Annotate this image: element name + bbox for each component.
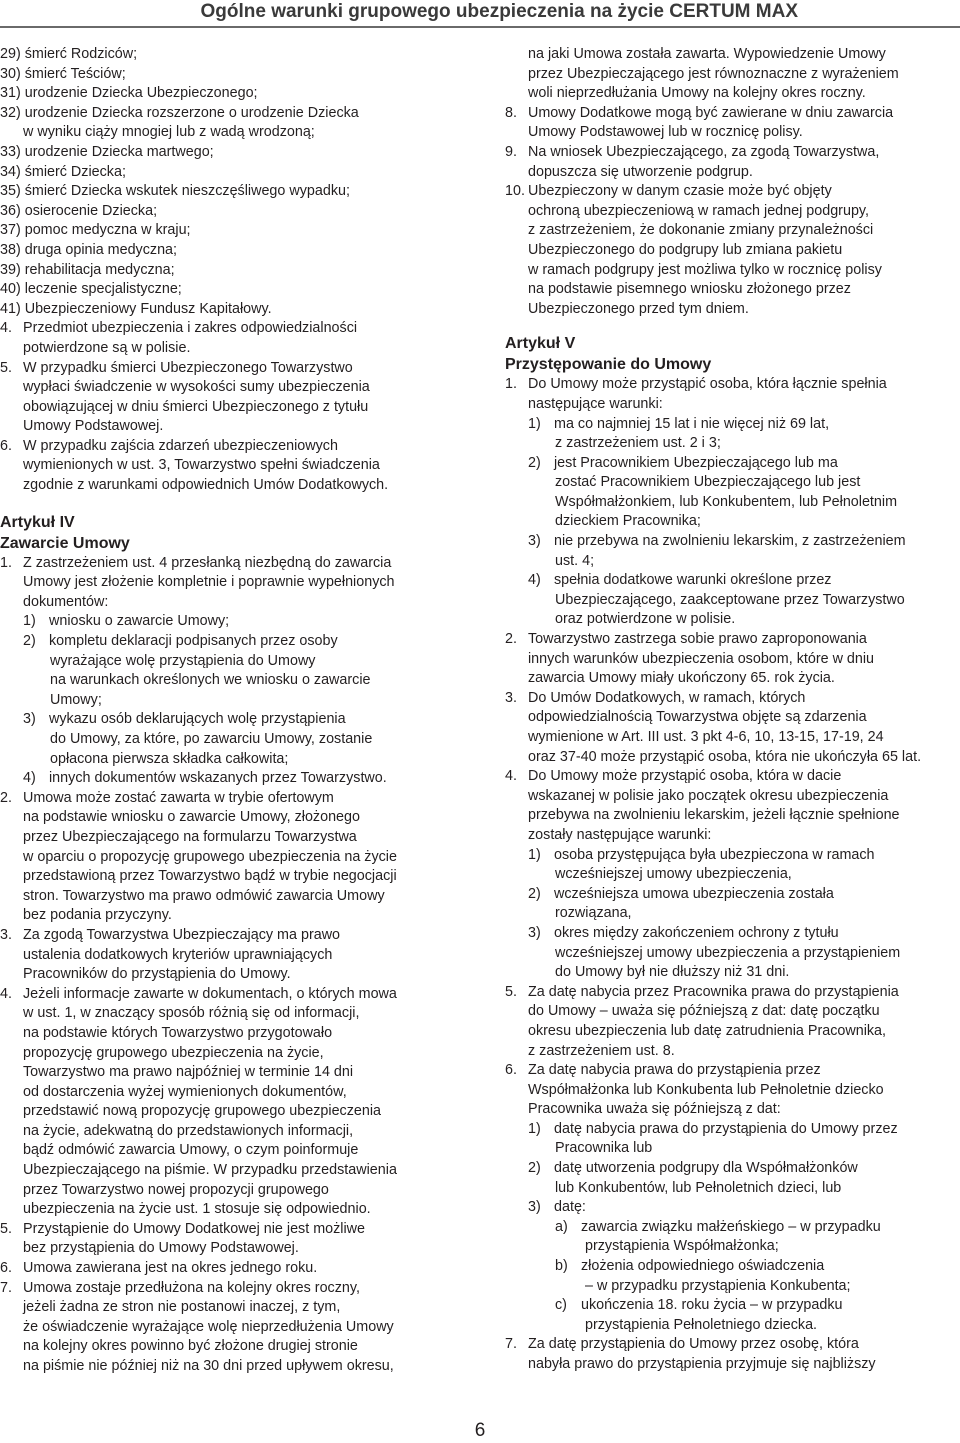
paragraph-line: zgodnie z warunkami odpowiednich Umów Dodatkowych.: [23, 477, 389, 494]
paragraph-line: Umowy jest złożenie kompletnie i poprawnie wypełnionych: [23, 574, 395, 591]
paragraph-line: potwierdzone są w polisie.: [23, 339, 191, 356]
item-text: nie przebywa na zwolnieniu lekarskim, z zastrzeżeniem: [554, 533, 906, 550]
sub-item-line: Współmałżonkiem, lub Konkubentem, lub Pełnoletnim: [555, 493, 898, 510]
paragraph-line: oraz 37-40 może przystąpić osoba, która nie ukończyła 65 lat.: [528, 748, 922, 765]
item-text: złożenia odpowiedniego oświadczenia: [581, 1258, 825, 1275]
item-number: 3): [528, 924, 541, 941]
item-text: Za datę nabycia prawa do przystąpienia przez: [528, 1062, 821, 1079]
paragraph: [0, 789, 455, 809]
item-text: Przedmiot ubezpieczenia i zakres odpowiedzialności: [23, 320, 358, 337]
item-text: Przystąpienie do Umowy Dodatkowej nie jest możliwe: [23, 1220, 366, 1237]
paragraph: [505, 143, 960, 163]
item-text: wcześniejsza umowa ubezpieczenia została: [554, 885, 834, 902]
paragraph: [0, 1220, 455, 1240]
paragraph: [0, 437, 455, 457]
item-text: W przypadku zajścia zdarzeń ubezpieczeniowych: [23, 437, 338, 454]
item-number: 2): [528, 1160, 541, 1177]
paragraph-line: bądź odmówić zawarcia Umowy, o czym poinformuje: [23, 1142, 359, 1159]
paragraph-line: Towarzystwo ma prawo najpóźniej w terminie 14 dni: [23, 1064, 354, 1081]
paragraph: [0, 926, 455, 946]
sub-item-line: z zastrzeżeniem ust. 2 i 3;: [555, 435, 721, 452]
item-number: 1): [528, 1120, 541, 1137]
list-item: 29) śmierć Rodziców;: [0, 46, 138, 62]
spacer: [505, 319, 960, 333]
paragraph: [505, 983, 960, 1003]
item-number: 3.: [505, 689, 517, 706]
item-text: Do Umów Dodatkowych, w ramach, których: [528, 689, 806, 706]
item-text: Towarzystwo zastrzega sobie prawo zaproponowania: [528, 631, 867, 648]
paragraph: [0, 1259, 455, 1279]
sub-item: [505, 1198, 960, 1218]
item-text: ukończenia 18. roku życia – w przypadku: [581, 1297, 843, 1314]
item-number: 3): [528, 533, 541, 550]
paragraph-line: Ubezpieczonego do podgrupy lub zmiana pakietu: [528, 241, 843, 258]
item-text: kompletu deklaracji podpisanych przez osoby: [49, 633, 338, 650]
sub-item: [0, 612, 455, 632]
sub-item: [505, 1120, 960, 1140]
paragraph-line: z zastrzeżeniem, że dokonanie zmiany przynależności: [528, 222, 874, 239]
sub-item: [0, 769, 455, 789]
list-item: 38) druga opinia medyczna;: [0, 241, 178, 258]
item-number: 3): [528, 1199, 541, 1216]
sub-item-line: Pracownika lub: [555, 1140, 653, 1157]
item-number: 1): [528, 846, 541, 863]
item-text: wykazu osób deklarujących wolę przystąpienia: [49, 711, 346, 728]
paragraph: [0, 1279, 455, 1299]
paragraph-line: przez Towarzystwo nowej propozycji grupowego: [23, 1181, 329, 1198]
paragraph-line: z zastrzeżeniem ust. 8.: [528, 1042, 675, 1059]
item-number: 5.: [0, 359, 12, 376]
paragraph-line: na kolejny okres powinno być złożone drugiej stronie: [23, 1338, 358, 1355]
paragraph: [0, 319, 455, 339]
item-number: 4.: [505, 768, 517, 785]
sub-item-line: na warunkach określonych we wniosku o zawarcie: [50, 672, 371, 689]
sub-item: [0, 632, 455, 652]
paragraph-line: przedstawioną przez Towarzystwo bądź w trybie negocjacji: [23, 868, 397, 885]
item-number: 1.: [0, 554, 12, 571]
paragraph-line: innych warunków ubezpieczenia osobom, które w dniu: [528, 650, 875, 667]
list-item: 33) urodzenie Dziecka martwego;: [0, 143, 214, 160]
item-number: 6.: [505, 1062, 517, 1079]
item-text: spełnia dodatkowe warunki określone przez: [554, 572, 832, 589]
paragraph-line: Umowy Podstawowej.: [23, 418, 164, 435]
paragraph-line: wymienionych w ust. 3, Towarzystwo spełni świadczenia: [23, 457, 380, 474]
sub-sub-item: [505, 1218, 960, 1238]
paragraph-line: Ubezpieczonego przed tym dniem.: [528, 300, 749, 317]
sub-item: [505, 924, 960, 944]
paragraph-line: do Umowy – uważa się późniejszą z dat: datę początku: [528, 1003, 880, 1020]
item-text: Do Umowy może przystąpić osoba, która w dacie: [528, 768, 842, 785]
paragraph: [505, 1061, 960, 1081]
list-item: 40) leczenie specjalistyczne;: [0, 281, 182, 298]
item-number: 4.: [0, 985, 12, 1002]
list-item: 34) śmierć Dziecka;: [0, 163, 126, 180]
item-text: okres między zakończeniem ochrony z tytułu: [554, 924, 839, 941]
item-text: Umowa zawierana jest na okres jednego roku.: [23, 1260, 318, 1277]
item-text: Z zastrzeżeniem ust. 4 przesłanką niezbędną do zawarcia: [23, 554, 392, 571]
item-text: Do Umowy może przystąpić osoba, która łącznie spełnia: [528, 376, 887, 393]
list-item: 41) Ubezpieczeniowy Fundusz Kapitałowy.: [0, 300, 272, 317]
paragraph-line: dokumentów:: [23, 593, 109, 610]
item-number: 6.: [0, 437, 12, 454]
paragraph-line: odpowiedzialnością Towarzystwa objęte są zdarzenia: [528, 709, 867, 726]
sub-item-line: oraz potwierdzone w polisie.: [555, 611, 736, 628]
paragraph: [505, 767, 960, 787]
paragraph-line: okresu ubezpieczenia lub datę zatrudnienia Pracownika,: [528, 1022, 887, 1039]
item-number: 2.: [505, 631, 517, 648]
sub-item: [505, 571, 960, 591]
paragraph: [505, 375, 960, 395]
sub-item: [0, 710, 455, 730]
item-number: 2): [23, 633, 36, 650]
item-number: 1): [23, 613, 36, 630]
item-number: b): [555, 1258, 568, 1275]
paragraph-line: na podstawie wniosku o zawarcie Umowy, złożonego: [23, 809, 360, 826]
paragraph-line: Ubezpieczającego na piśmie. W przypadku przedstawienia: [23, 1162, 397, 1179]
paragraph-line: zostały następujące warunki:: [528, 826, 712, 843]
list-item: 36) osierocenie Dziecka;: [0, 202, 158, 219]
item-text: datę nabycia prawa do przystąpienia do Umowy przez: [554, 1120, 898, 1137]
paragraph-line: nabyła prawo do przystąpienia przyjmuje się najbliższy: [528, 1356, 876, 1372]
paragraph-line: na podstawie pisemnego wniosku złożonego przez: [528, 281, 851, 298]
item-number: 9.: [505, 143, 517, 160]
paragraph: [0, 985, 455, 1005]
sub-item: [505, 885, 960, 905]
paragraph-line: w ust. 1, w znaczący sposób różnią się od informacji,: [23, 1005, 360, 1022]
paragraph-line: Pracownika uważa się późniejszą z dat:: [528, 1101, 781, 1118]
paragraph-line: Umowy Podstawowej lub w rocznicę polisy.: [528, 124, 803, 141]
item-number: 6.: [0, 1260, 12, 1277]
item-text: Jeżeli informacje zawarte w dokumentach, o których mowa: [23, 985, 397, 1002]
item-text: zawarcia związku małżeńskiego – w przypadku: [581, 1218, 881, 1235]
item-number: c): [555, 1297, 567, 1314]
sub-item-line: lub Konkubentów, lub Pełnoletnich dzieci, lub: [555, 1179, 842, 1196]
item-text: Umowa zostaje przedłużona na kolejny okres roczny,: [23, 1279, 360, 1296]
item-text: datę utworzenia podgrupy dla Współmałżonków: [554, 1160, 858, 1177]
sub-item: [505, 532, 960, 552]
list-item: 37) pomoc medyczna w kraju;: [0, 222, 191, 239]
sub-item-line: do Umowy, za które, po zawarciu Umowy, zostanie: [50, 731, 373, 747]
paragraph-line: przez Ubezpieczającego jest równoznaczne z wyrażeniem: [528, 65, 899, 82]
paragraph-line: Pracowników do przystąpienia do Umowy.: [23, 966, 291, 983]
paragraph-line: Współmałżonka lub Konkubenta lub Pełnoletnie dziecko: [528, 1081, 884, 1098]
item-number: 10.: [505, 183, 525, 200]
item-number: 4.: [0, 320, 12, 337]
article-title: Zawarcie Umowy: [0, 534, 130, 552]
paragraph-line: na życie, adekwatną do przedstawionych informacji,: [23, 1122, 354, 1139]
sub-item-line: opłacona pierwsza składka całkowita;: [50, 750, 289, 767]
item-number: 7.: [505, 1336, 517, 1353]
paragraph-line: w ramach podgrupy jest możliwa tylko w rocznicę polisy: [528, 261, 882, 278]
article-title: Przystępowanie do Umowy: [505, 356, 712, 374]
article-number: Artykuł IV: [0, 513, 75, 531]
item-text: Ubezpieczony w danym czasie może być objęty: [528, 183, 832, 200]
paragraph-line: woli nieprzedłużania Umowy na kolejny okres roczny.: [528, 85, 866, 102]
paragraph-line: następujące warunki:: [528, 395, 663, 412]
sub-item-line: Umowy;: [50, 691, 102, 708]
paragraph-line: na jaki Umowa została zawarta. Wypowiedzenie Umowy: [528, 46, 886, 62]
sub-sub-item-line: przystąpienia Pełnoletniego dziecka.: [585, 1316, 818, 1333]
paragraph-line: w oparciu o propozycję grupowego ubezpieczenia na życie: [23, 848, 397, 865]
sub-item-line: ust. 4;: [555, 552, 595, 569]
item-number: 2): [528, 454, 541, 471]
item-text: innych dokumentów wskazanych przez Towarzystwo.: [49, 770, 387, 787]
item-text: jest Pracownikiem Ubezpieczającego lub ma: [554, 454, 838, 471]
paragraph: [505, 630, 960, 650]
paragraph-line: na piśmie nie później niż na 30 dni przed upływem okresu,: [23, 1358, 394, 1374]
paragraph-line: przez Ubezpieczającego na formularzu Towarzystwa: [23, 828, 357, 845]
sub-sub-item-line: – w przypadku przystąpienia Konkubenta;: [585, 1277, 851, 1294]
sub-item: [505, 846, 960, 866]
paragraph-line: wskazanej w polisie jako początek okresu ubezpieczenia: [528, 787, 889, 804]
item-text: wniosku o zawarcie Umowy;: [49, 613, 230, 630]
item-number: 7.: [0, 1279, 12, 1296]
sub-item-line: wyrażające wolę przystąpienia do Umowy: [50, 652, 316, 669]
left-column: [0, 45, 455, 1377]
paragraph: [505, 104, 960, 124]
document-title: Ogólne warunki grupowego ubezpieczenia na życie CERTUM MAX: [200, 1, 798, 22]
paragraph-line: bez podania przyczyny.: [23, 907, 172, 924]
sub-sub-item: [505, 1257, 960, 1277]
paragraph-line: przebywa na zwolnieniu lekarskim, jeżeli łącznie spełnione: [528, 807, 900, 824]
list-item: 30) śmierć Teściów;: [0, 65, 126, 82]
sub-item-line: do Umowy był nie dłuższy niż 31 dni.: [555, 964, 790, 981]
item-number: 5.: [505, 983, 517, 1000]
header-rule: [0, 26, 960, 28]
page-number: 6: [474, 1420, 486, 1441]
item-text: datę:: [554, 1199, 586, 1216]
item-number: 4): [528, 572, 541, 589]
page-header: [0, 0, 960, 26]
paragraph-line: ubezpieczenia na życie ust. 1 stosuje się odpowiednio.: [23, 1201, 371, 1218]
sub-item-line: Ubezpieczającego, zaakceptowane przez Towarzystwo: [555, 591, 905, 608]
item-number: 1): [528, 415, 541, 432]
sub-item-line: zostać Pracownikiem Ubezpieczającego lub jest: [555, 474, 861, 491]
sub-item-line: wcześniejszej umowy ubezpieczenia,: [555, 866, 792, 883]
spacer: [0, 496, 455, 512]
item-text: Na wniosek Ubezpieczającego, za zgodą Towarzystwa,: [528, 143, 880, 160]
item-number: 2): [528, 885, 541, 902]
item-number: 3.: [0, 926, 12, 943]
paragraph-line: ustalenia dodatkowych kryteriów uprawniających: [23, 946, 333, 963]
item-text: W przypadku śmierci Ubezpieczonego Towarzystwo: [23, 359, 353, 376]
sub-item: [505, 415, 960, 435]
sub-sub-item: [505, 1296, 960, 1316]
paragraph: [505, 182, 960, 202]
paragraph-line: że oświadczenie wyrażające wolę nieprzedłużenia Umowy: [23, 1318, 394, 1335]
item-text: Za zgodą Towarzystwa Ubezpieczający ma prawo: [23, 926, 341, 943]
paragraph-line: na podstawie których Towarzystwo przygotowało: [23, 1024, 333, 1041]
paragraph-line: wypłaci świadczenie w wysokości sumy ubezpieczenia: [23, 379, 370, 396]
right-column: [505, 45, 960, 1375]
sub-item: [505, 1159, 960, 1179]
paragraph-line: ochroną ubezpieczeniową w ramach jednej podgrupy,: [528, 202, 870, 219]
list-item: 31) urodzenie Dziecka Ubezpieczonego;: [0, 85, 258, 102]
list-item: 35) śmierć Dziecka wskutek nieszczęśliwego wypadku;: [0, 183, 350, 200]
item-number: 2.: [0, 789, 12, 806]
sub-item: [505, 454, 960, 474]
sub-item-line: dzieckiem Pracownika;: [555, 513, 701, 530]
item-text: ma co najmniej 15 lat i nie więcej niż 69 lat,: [554, 415, 830, 432]
item-number: 8.: [505, 104, 517, 121]
sub-sub-item-line: przystąpienia Współmałżonka;: [585, 1238, 779, 1255]
item-number: a): [555, 1218, 568, 1235]
paragraph-line: od dostarczenia wyżej wymienionych dokumentów,: [23, 1083, 347, 1100]
paragraph-line: propozycję grupowego ubezpieczenia na życie,: [23, 1044, 324, 1061]
item-text: Umowa może zostać zawarta w trybie ofertowym: [23, 789, 334, 806]
paragraph-line: jeżeli żadna ze stron nie postanowi inaczej, z tym,: [23, 1299, 341, 1316]
item-number: 5.: [0, 1220, 12, 1237]
sub-item-line: rozwiązana,: [555, 905, 632, 922]
paragraph-line: dopuszcza się utworzenie podgrup.: [528, 163, 753, 180]
list-item: 39) rehabilitacja medyczna;: [0, 261, 175, 278]
item-text: Za datę przystąpienia do Umowy przez osobę, która: [528, 1336, 859, 1353]
item-text: Za datę nabycia przez Pracownika prawa do przystąpienia: [528, 983, 899, 1000]
item-number: 4): [23, 770, 36, 787]
item-number: 3): [23, 711, 36, 728]
item-text: osoba przystępująca była ubezpieczona w ramach: [554, 846, 875, 863]
paragraph-line: stron. Towarzystwo ma prawo odmówić zawarcia Umowy: [23, 887, 385, 904]
paragraph: [505, 1335, 960, 1355]
list-item: w wyniku ciąży mnogiej lub z wadą wrodzoną;: [23, 124, 315, 141]
paragraph: [0, 359, 455, 379]
paragraph-line: obowiązującej w dniu śmierci Ubezpieczonego z tytułu: [23, 398, 369, 415]
paragraph-line: zawarcia Umowy miały ukończony 65. rok życia.: [528, 670, 835, 687]
paragraph-line: wymienione w Art. III ust. 3 pkt 4-6, 10, 13-15, 17-19, 24: [528, 729, 884, 745]
paragraph-line: bez przystąpienia do Umowy Podstawowej.: [23, 1240, 299, 1257]
sub-item-line: wcześniejszej umowy ubezpieczenia a przystąpieniem: [555, 944, 901, 961]
article-number: Artykuł V: [505, 335, 576, 353]
item-number: 1.: [505, 376, 517, 393]
item-text: Umowy Dodatkowe mogą być zawierane w dniu zawarcia: [528, 104, 894, 121]
paragraph-line: przedstawić nową propozycję grupowego ubezpieczenia: [23, 1103, 382, 1120]
paragraph: [0, 554, 455, 574]
paragraph: [505, 689, 960, 709]
list-item: 32) urodzenie Dziecka rozszerzone o urodzenie Dziecka: [0, 104, 359, 121]
